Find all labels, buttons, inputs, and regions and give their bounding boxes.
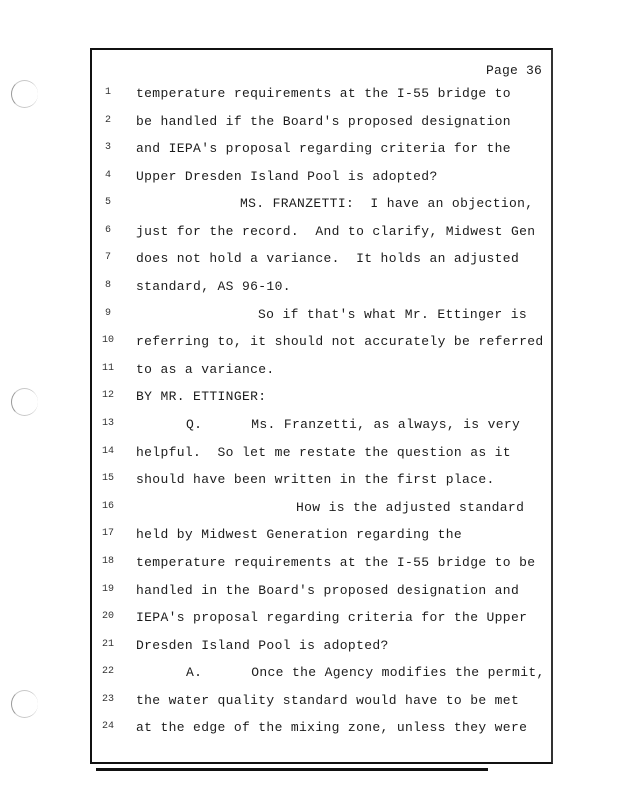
transcript-line: at the edge of the mixing zone, unless they were	[136, 720, 528, 735]
line-number: 13	[101, 418, 114, 429]
transcript-line: Dresden Island Pool is adopted?	[136, 638, 389, 653]
page-number: Page 36	[485, 63, 542, 78]
transcript-line: A. Once the Agency modifies the permit,	[186, 665, 545, 680]
transcript-line: BY MR. ETTINGER:	[136, 389, 267, 404]
line-number: 19	[101, 584, 114, 595]
line-number: 18	[101, 556, 114, 567]
line-number: 8	[104, 280, 111, 291]
line-number: 2	[104, 115, 111, 126]
transcript-line: Q. Ms. Franzetti, as always, is very	[186, 417, 521, 432]
line-number: 16	[101, 501, 114, 512]
punch-hole-bottom	[11, 690, 38, 718]
transcript-line: does not hold a variance. It holds an adjusted	[136, 251, 520, 266]
transcript-line: the water quality standard would have to be met	[136, 693, 520, 708]
transcript-line: MS. FRANZETTI: I have an objection,	[240, 196, 534, 211]
line-number: 21	[101, 639, 114, 650]
line-number: 14	[101, 446, 114, 457]
punch-hole-middle	[11, 388, 38, 416]
line-number: 12	[101, 390, 114, 401]
line-number: 20	[101, 611, 114, 622]
line-number: 10	[101, 335, 114, 346]
transcript-line: IEPA's proposal regarding criteria for the Upper	[136, 610, 528, 625]
transcript-line: So if that's what Mr. Ettinger is	[258, 307, 527, 322]
transcript-line: referring to, it should not accurately be referred	[136, 334, 544, 349]
line-number: 17	[101, 528, 114, 539]
transcript-line: temperature requirements at the I-55 bridge to	[136, 86, 511, 101]
transcript-line: standard, AS 96-10.	[136, 279, 291, 294]
transcript-line: to as a variance.	[136, 362, 275, 377]
line-number: 23	[101, 694, 114, 705]
transcript-line: be handled if the Board's proposed designation	[136, 114, 511, 129]
transcript-line: helpful. So let me restate the question as it	[136, 445, 511, 460]
transcript-line: and IEPA's proposal regarding criteria for the	[136, 141, 511, 156]
line-number: 7	[104, 252, 111, 263]
line-number: 11	[101, 363, 114, 374]
line-number: 6	[104, 225, 111, 236]
transcript-line: should have been written in the first place.	[136, 472, 495, 487]
line-number: 24	[101, 721, 114, 732]
transcript-line: held by Midwest Generation regarding the	[136, 527, 463, 542]
transcript-line: How is the adjusted standard	[296, 500, 525, 515]
page-border-shadow	[96, 768, 488, 771]
line-number: 1	[104, 87, 111, 98]
line-number: 5	[104, 197, 111, 208]
transcript-line: just for the record. And to clarify, Midwest Gen	[136, 224, 536, 239]
punch-hole-top	[11, 80, 38, 108]
line-number: 9	[104, 308, 111, 319]
line-number: 15	[101, 473, 114, 484]
transcript-line: Upper Dresden Island Pool is adopted?	[136, 169, 438, 184]
line-number: 3	[104, 142, 111, 153]
line-number: 22	[101, 666, 114, 677]
transcript-line: temperature requirements at the I-55 bridge to be	[136, 555, 536, 570]
transcript-line: handled in the Board's proposed designation and	[136, 583, 520, 598]
line-number: 4	[104, 170, 111, 181]
